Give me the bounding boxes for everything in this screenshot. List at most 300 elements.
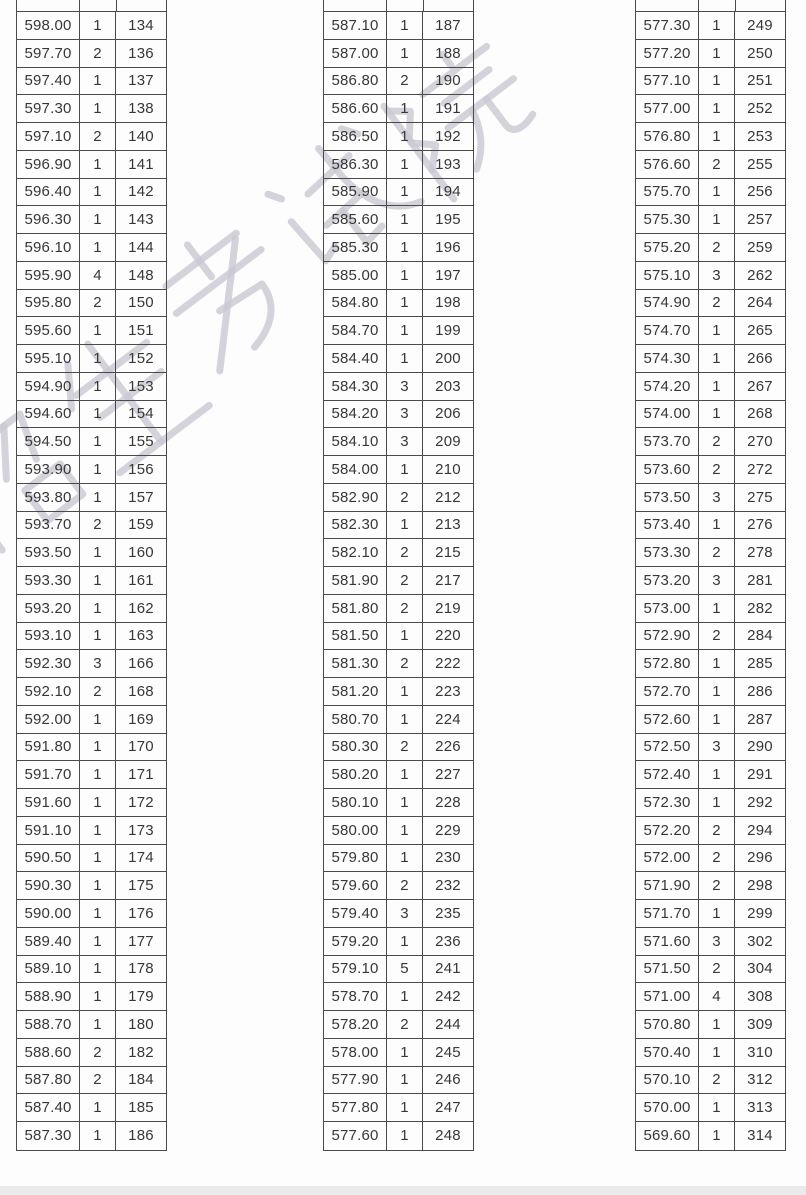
table-row [636,817,785,845]
table-row [636,401,785,429]
score-cell: 591.80 [17,734,80,761]
count-cell: 1 [80,817,116,844]
cumulative-cell: 292 [747,793,773,811]
count-cell: 3 [699,567,735,594]
table-row [636,95,785,123]
cumulative-cell: 138 [128,100,154,118]
count-cell: 2 [699,290,735,317]
score-cell: 572.90 [636,623,699,650]
table-row [636,234,785,262]
table-row [324,512,473,540]
table-row [17,595,166,623]
score-cell: 582.30 [324,512,387,539]
score-cell: 587.30 [17,1122,80,1150]
score-cell: 595.80 [17,290,80,317]
score-cell: 578.20 [324,1011,387,1038]
cumulative-cell: 160 [128,544,154,562]
count-cell: 1 [80,12,116,39]
score-cell: 573.20 [636,567,699,594]
count-cell: 1 [80,956,116,983]
cumulative-cell: 256 [747,183,773,201]
count-cell: 1 [387,845,423,872]
score-cell: 596.40 [17,179,80,206]
table-row [17,1067,166,1095]
score-cell: 584.70 [324,317,387,344]
cumulative-cell: 186 [128,1127,154,1145]
count-cell: 1 [699,900,735,927]
cumulative-cell: 270 [747,433,773,451]
cumulative-cell: 136 [128,44,154,62]
cumulative-cell: 195 [435,211,461,229]
grid-stub [166,0,167,11]
table-row [636,734,785,762]
score-cell: 585.30 [324,234,387,261]
cumulative-cell: 187 [435,16,461,34]
score-cell: 584.00 [324,456,387,483]
cumulative-cell: 217 [435,571,461,589]
cumulative-cell: 262 [747,266,773,284]
cumulative-cell: 248 [435,1127,461,1145]
cumulative-cell: 294 [747,821,773,839]
count-cell: 1 [387,928,423,955]
count-cell: 1 [699,1039,735,1066]
table-row [324,956,473,984]
table-row [324,40,473,68]
score-cell: 590.00 [17,900,80,927]
score-cell: 569.60 [636,1122,699,1150]
table-row [17,456,166,484]
cumulative-cell: 161 [128,571,154,589]
cumulative-cell: 151 [128,322,154,340]
cumulative-cell: 140 [128,127,154,145]
cumulative-cell: 159 [128,516,154,534]
score-cell: 593.70 [17,512,80,539]
count-cell: 1 [387,206,423,233]
count-cell: 2 [387,539,423,566]
count-cell: 1 [80,1122,116,1150]
score-cell: 596.90 [17,151,80,178]
table-row [17,95,166,123]
table-row [636,956,785,984]
cumulative-cell: 286 [747,682,773,700]
count-cell: 1 [80,456,116,483]
table-row [17,179,166,207]
table-row [324,401,473,429]
count-cell: 1 [80,734,116,761]
grid-stub [423,0,424,11]
count-cell: 2 [699,872,735,899]
count-cell: 2 [699,845,735,872]
count-cell: 3 [387,428,423,455]
cumulative-cell: 153 [128,377,154,395]
score-cell: 592.30 [17,650,80,677]
cumulative-cell: 247 [435,1099,461,1117]
cumulative-cell: 245 [435,1043,461,1061]
score-cell: 585.60 [324,206,387,233]
table-row [17,928,166,956]
cumulative-cell: 134 [128,16,154,34]
score-cell: 574.20 [636,373,699,400]
score-cell: 593.30 [17,567,80,594]
table-row [636,650,785,678]
table-row [324,373,473,401]
count-cell: 1 [80,789,116,816]
table-row [17,123,166,151]
count-cell: 1 [387,12,423,39]
score-cell: 585.00 [324,262,387,289]
cumulative-cell: 310 [747,1043,773,1061]
cumulative-cell: 206 [435,405,461,423]
count-cell: 1 [80,428,116,455]
cumulative-cell: 171 [128,766,154,784]
grid-stub [116,0,117,11]
count-cell: 1 [80,95,116,122]
score-cell: 598.00 [17,12,80,39]
table-row [17,262,166,290]
count-cell: 1 [699,123,735,150]
score-cell: 593.20 [17,595,80,622]
table-row [636,456,785,484]
cumulative-cell: 185 [128,1099,154,1117]
table-row [17,40,166,68]
table-row [636,179,785,207]
table-row [636,928,785,956]
cumulative-cell: 299 [747,904,773,922]
count-cell: 1 [387,1094,423,1121]
cumulative-cell: 170 [128,738,154,756]
cumulative-cell: 154 [128,405,154,423]
cumulative-cell: 253 [747,127,773,145]
score-cell: 576.60 [636,151,699,178]
score-cell: 597.70 [17,40,80,67]
table-row [636,1039,785,1067]
score-cell: 594.50 [17,428,80,455]
score-cell: 574.00 [636,401,699,428]
count-cell: 1 [699,650,735,677]
count-cell: 1 [699,68,735,95]
score-cell: 589.10 [17,956,80,983]
table-row [636,595,785,623]
cumulative-cell: 284 [747,627,773,645]
count-cell: 1 [387,290,423,317]
score-cell: 577.30 [636,12,699,39]
count-cell: 1 [80,539,116,566]
table-row [324,734,473,762]
score-cell: 572.20 [636,817,699,844]
table-row [324,1122,473,1150]
table-row [324,983,473,1011]
count-cell: 1 [699,678,735,705]
count-cell: 4 [80,262,116,289]
count-cell: 1 [699,789,735,816]
cumulative-cell: 235 [435,904,461,922]
count-cell: 1 [80,345,116,372]
count-cell: 1 [699,401,735,428]
table-row [17,956,166,984]
count-cell: 2 [699,623,735,650]
cumulative-cell: 255 [747,155,773,173]
table-row [324,928,473,956]
score-cell: 574.90 [636,290,699,317]
count-cell: 1 [80,373,116,400]
count-cell: 1 [699,595,735,622]
score-cell: 593.80 [17,484,80,511]
count-cell: 1 [80,234,116,261]
cumulative-cell: 308 [747,988,773,1006]
table-row [324,12,473,40]
score-cell: 573.00 [636,595,699,622]
count-cell: 3 [387,900,423,927]
table-row [17,345,166,373]
cumulative-cell: 174 [128,849,154,867]
count-cell: 3 [699,262,735,289]
table-row [17,234,166,262]
score-cell: 575.20 [636,234,699,261]
table-row [17,539,166,567]
score-cell: 587.00 [324,40,387,67]
score-cell: 573.30 [636,539,699,566]
table-row [636,206,785,234]
count-cell: 2 [387,68,423,95]
score-cell: 584.80 [324,290,387,317]
cumulative-cell: 272 [747,460,773,478]
score-cell: 578.00 [324,1039,387,1066]
score-table-1 [16,11,167,1151]
table-row [324,595,473,623]
score-cell: 580.00 [324,817,387,844]
cumulative-cell: 298 [747,877,773,895]
count-cell: 1 [80,179,116,206]
count-cell: 2 [699,234,735,261]
table-row [324,1011,473,1039]
cumulative-cell: 203 [435,377,461,395]
cumulative-cell: 291 [747,766,773,784]
score-cell: 579.20 [324,928,387,955]
count-cell: 1 [80,623,116,650]
count-cell: 2 [80,1039,116,1066]
score-cell: 577.10 [636,68,699,95]
cumulative-cell: 191 [435,100,461,118]
cumulative-cell: 156 [128,460,154,478]
count-cell: 1 [387,1039,423,1066]
score-cell: 581.50 [324,623,387,650]
table-row [17,12,166,40]
table-row [636,317,785,345]
cumulative-cell: 213 [435,516,461,534]
score-cell: 572.00 [636,845,699,872]
table-row [636,40,785,68]
count-cell: 1 [387,179,423,206]
score-cell: 577.80 [324,1094,387,1121]
count-cell: 1 [387,678,423,705]
score-cell: 596.30 [17,206,80,233]
watermark-char-kao [148,211,306,372]
score-cell: 580.20 [324,761,387,788]
count-cell: 2 [699,817,735,844]
score-cell: 571.90 [636,872,699,899]
bottom-edge-strip [0,1186,806,1195]
count-cell: 1 [80,567,116,594]
cumulative-cell: 226 [435,738,461,756]
score-cell: 586.50 [324,123,387,150]
score-cell: 571.70 [636,900,699,927]
score-cell: 579.40 [324,900,387,927]
score-cell: 572.60 [636,706,699,733]
count-cell: 2 [387,1011,423,1038]
table-row [324,345,473,373]
count-cell: 1 [387,123,423,150]
count-cell: 2 [387,595,423,622]
table-row [324,1094,473,1122]
score-cell: 597.30 [17,95,80,122]
table-row [636,12,785,40]
count-cell: 1 [699,12,735,39]
score-cell: 573.60 [636,456,699,483]
cumulative-cell: 177 [128,932,154,950]
cumulative-cell: 251 [747,72,773,90]
table-row [17,373,166,401]
score-cell: 572.30 [636,789,699,816]
table-row [636,1067,785,1095]
table-row [17,761,166,789]
table-row [324,678,473,706]
count-cell: 2 [387,650,423,677]
table-row [636,706,785,734]
cumulative-cell: 236 [435,932,461,950]
count-cell: 1 [387,623,423,650]
cumulative-cell: 173 [128,821,154,839]
count-cell: 2 [80,290,116,317]
cumulative-cell: 172 [128,793,154,811]
score-cell: 588.70 [17,1011,80,1038]
count-cell: 1 [387,40,423,67]
count-cell: 1 [80,1011,116,1038]
score-cell: 575.10 [636,262,699,289]
score-cell: 580.70 [324,706,387,733]
table-row [324,234,473,262]
score-cell: 588.90 [17,983,80,1010]
count-cell: 1 [699,373,735,400]
score-cell: 585.90 [324,179,387,206]
table-row [324,179,473,207]
cumulative-cell: 169 [128,710,154,728]
count-cell: 1 [699,1122,735,1150]
score-table-3 [635,11,786,1151]
cumulative-cell: 302 [747,932,773,950]
count-cell: 1 [80,845,116,872]
cumulative-cell: 184 [128,1071,154,1089]
table-row [324,1039,473,1067]
table-row [636,262,785,290]
cumulative-cell: 192 [435,127,461,145]
cumulative-cell: 250 [747,44,773,62]
score-cell: 577.90 [324,1067,387,1094]
score-cell: 581.90 [324,567,387,594]
table-row [17,623,166,651]
table-row [324,817,473,845]
score-cell: 592.00 [17,706,80,733]
score-cell: 570.40 [636,1039,699,1066]
cumulative-cell: 144 [128,238,154,256]
count-cell: 1 [387,345,423,372]
cumulative-cell: 175 [128,877,154,895]
count-cell: 1 [80,484,116,511]
cumulative-cell: 215 [435,544,461,562]
count-cell: 1 [80,872,116,899]
count-cell: 1 [80,1094,116,1121]
count-cell: 1 [699,512,735,539]
score-cell: 581.30 [324,650,387,677]
table-row [324,567,473,595]
table-row [324,123,473,151]
score-cell: 589.40 [17,928,80,955]
cumulative-cell: 246 [435,1071,461,1089]
table-row [324,789,473,817]
count-cell: 1 [80,401,116,428]
cumulative-cell: 249 [747,16,773,34]
cumulative-cell: 176 [128,904,154,922]
count-cell: 1 [699,95,735,122]
cumulative-cell: 257 [747,211,773,229]
table-row [324,900,473,928]
table-row [324,650,473,678]
score-cell: 574.70 [636,317,699,344]
grid-stub [16,0,17,11]
score-cell: 597.40 [17,68,80,95]
score-cell: 579.80 [324,845,387,872]
count-cell: 1 [80,317,116,344]
table-row [17,789,166,817]
table-row [636,845,785,873]
cumulative-cell: 180 [128,1015,154,1033]
cumulative-cell: 259 [747,238,773,256]
table-row [636,512,785,540]
cumulative-cell: 287 [747,710,773,728]
count-cell: 1 [80,706,116,733]
score-cell: 587.40 [17,1094,80,1121]
cumulative-cell: 209 [435,433,461,451]
grid-stub [698,0,699,11]
cumulative-cell: 230 [435,849,461,867]
table-row [636,1094,785,1122]
score-cell: 586.30 [324,151,387,178]
count-cell: 1 [699,1011,735,1038]
cumulative-cell: 252 [747,100,773,118]
table-row [17,567,166,595]
cumulative-cell: 232 [435,877,461,895]
cumulative-cell: 219 [435,599,461,617]
cumulative-cell: 228 [435,793,461,811]
cumulative-cell: 194 [435,183,461,201]
grid-stub [735,0,736,11]
cumulative-cell: 312 [747,1071,773,1089]
table-row [324,262,473,290]
count-cell: 2 [699,539,735,566]
count-cell: 2 [699,151,735,178]
count-cell: 1 [699,40,735,67]
score-cell: 573.50 [636,484,699,511]
cumulative-cell: 275 [747,488,773,506]
score-cell: 577.20 [636,40,699,67]
score-cell: 582.10 [324,539,387,566]
count-cell: 1 [80,151,116,178]
score-cell: 584.20 [324,401,387,428]
score-cell: 593.90 [17,456,80,483]
score-cell: 595.10 [17,345,80,372]
cumulative-cell: 220 [435,627,461,645]
table-row [636,428,785,456]
count-cell: 1 [699,317,735,344]
